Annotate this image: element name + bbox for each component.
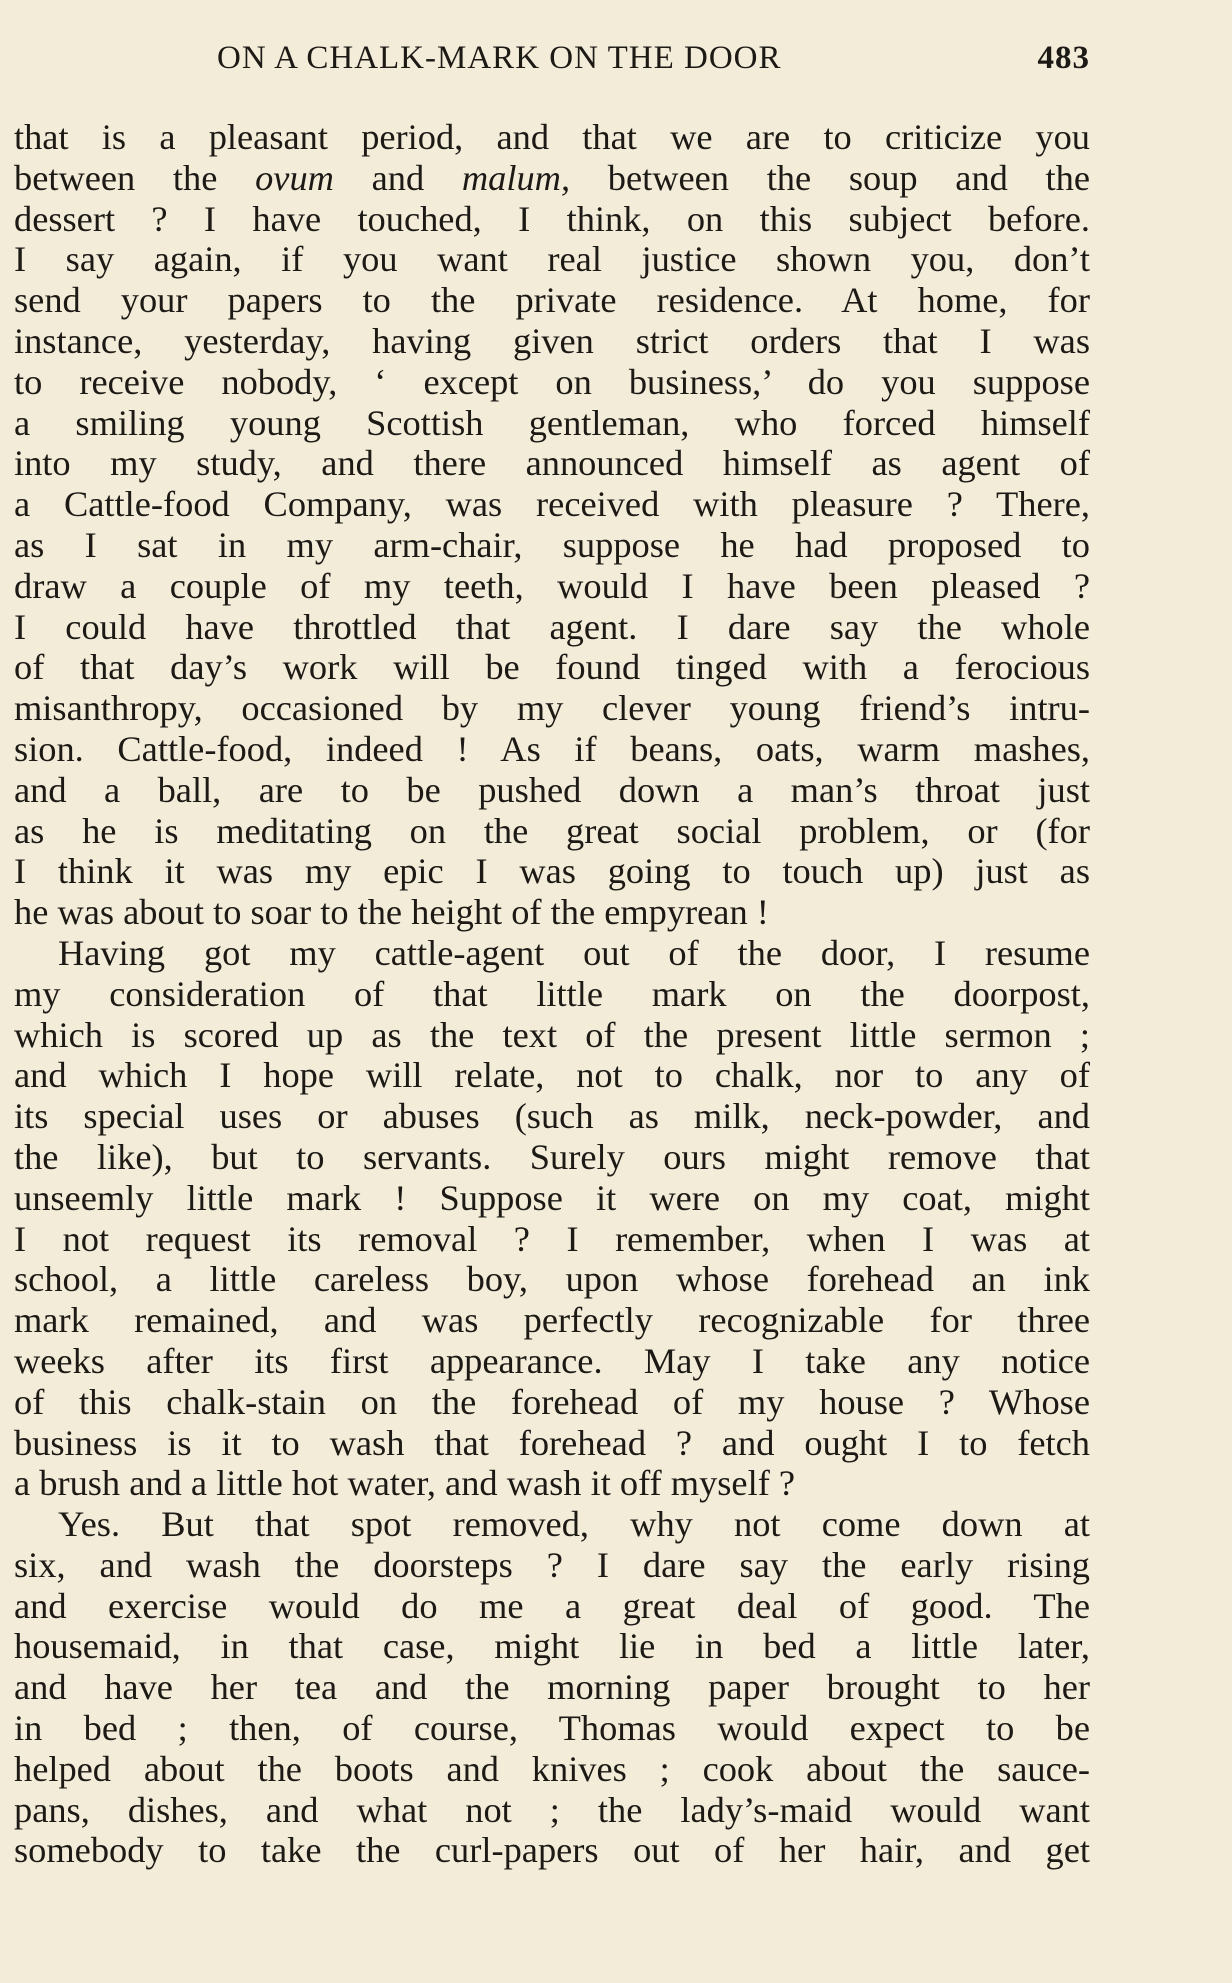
text-line: housemaid, in that case, might lie in bed a little later, <box>14 1626 1090 1667</box>
text-line: business is it to wash that forehead ? and ought I to fetch <box>14 1422 1090 1463</box>
text-line: Yes. But that spot removed, why not come down at <box>58 1504 1090 1545</box>
text-fragment: between the <box>14 157 218 198</box>
text-line: dessert ? I have touched, I think, on this subject before. <box>14 198 1090 239</box>
text-line: as I sat in my arm-chair, suppose he had proposed to <box>14 524 1090 565</box>
text-line: I think it was my epic I was going to touch up) just as <box>14 851 1090 892</box>
text-line: I could have throttled that agent. I dare say the whole <box>14 606 1090 647</box>
text-fragment: between the soup and the <box>570 157 1090 198</box>
text-line: somebody to take the curl-papers out of her hair, and get <box>14 1830 1090 1871</box>
text-line: draw a couple of my teeth, would I have been pleased ? <box>14 565 1090 606</box>
text-line: of that day’s work will be found tinged with a ferocious <box>14 647 1090 688</box>
text-line: to receive nobody, ‘ except on business,’ do you suppose <box>14 361 1090 402</box>
page-number: 483 <box>1037 40 1090 76</box>
body-text <box>14 117 1090 1871</box>
text-line: a Cattle-food Company, was received with pleasure ? There, <box>14 484 1090 525</box>
text-line: into my study, and there announced himself as agent of <box>14 443 1090 484</box>
text-line: misanthropy, occasioned by my clever young friend’s intru- <box>14 688 1090 729</box>
text-line: which is scored up as the text of the present little sermon ; <box>14 1014 1090 1055</box>
italic-malum: malum, <box>461 157 571 198</box>
text-line: instance, yesterday, having given strict orders that I was <box>14 320 1090 361</box>
text-line: I not request its removal ? I remember, when I was at <box>14 1218 1090 1259</box>
text-line <box>14 158 1090 199</box>
text-line: helped about the boots and knives ; cook about the sauce- <box>14 1748 1090 1789</box>
text-fragment: and <box>333 157 462 198</box>
text-line: pans, dishes, and what not ; the lady’s-maid would want <box>14 1789 1090 1830</box>
text-line: and have her tea and the morning paper brought to her <box>14 1667 1090 1708</box>
text-line: my consideration of that little mark on the doorpost, <box>14 973 1090 1014</box>
running-title: ON A CHALK-MARK ON THE DOOR <box>217 40 782 76</box>
text-line: and which I hope will relate, not to chalk, nor to any of <box>14 1055 1090 1096</box>
text-line: and a ball, are to be pushed down a man’s throat just <box>14 769 1090 810</box>
text-line: its special uses or abuses (such as milk, neck-powder, and <box>14 1096 1090 1137</box>
text-line: school, a little careless boy, upon whose forehead an ink <box>14 1259 1090 1300</box>
text-line: that is a pleasant period, and that we are to criticize you <box>14 117 1090 157</box>
text-line: and exercise would do me a great deal of good. The <box>14 1585 1090 1626</box>
text-line: unseemly little mark ! Suppose it were on my coat, might <box>14 1177 1090 1218</box>
text-line: sion. Cattle-food, indeed ! As if beans, oats, warm mashes, <box>14 728 1090 769</box>
text-line: a smiling young Scottish gentleman, who forced himself <box>14 402 1090 443</box>
book-page <box>14 0 1090 1983</box>
text-line: he was about to soar to the height of the empyrean ! <box>14 892 769 933</box>
text-line: I say again, if you want real justice shown you, don’t <box>14 239 1090 280</box>
text-line: a brush and a little hot water, and wash it off myself ? <box>14 1463 796 1504</box>
text-line: Having got my cattle-agent out of the door, I resume <box>58 932 1090 973</box>
text-line: in bed ; then, of course, Thomas would expect to be <box>14 1708 1090 1749</box>
text-line: the like), but to servants. Surely ours might remove that <box>14 1136 1090 1177</box>
text-line: of this chalk-stain on the forehead of my house ? Whose <box>14 1381 1090 1422</box>
text-line: six, and wash the doorsteps ? I dare say the early rising <box>14 1544 1090 1585</box>
text-line: as he is meditating on the great social problem, or (for <box>14 810 1090 851</box>
running-head <box>14 40 1090 86</box>
text-line: mark remained, and was perfectly recognizable for three <box>14 1300 1090 1341</box>
text-line: send your papers to the private residence. At home, for <box>14 280 1090 321</box>
italic-ovum: ovum <box>255 157 334 198</box>
text-line: weeks after its first appearance. May I take any notice <box>14 1340 1090 1381</box>
